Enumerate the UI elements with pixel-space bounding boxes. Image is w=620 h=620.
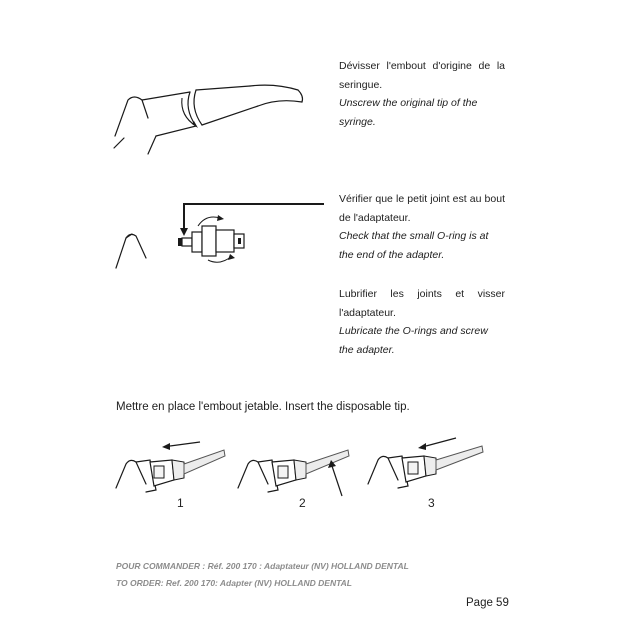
step-lubricate-en: Lubricate the O-rings and screw the adapter. <box>339 325 488 356</box>
step-lubricate-fr: Lubrifier les joints et visser l'adaptateur. <box>339 288 505 319</box>
order-reference-fr: POUR COMMANDER : Réf. 200 170 : Adaptateur (NV) HOLLAND DENTAL <box>116 561 409 571</box>
insert-tip-illustration-1 <box>112 440 227 495</box>
step-check-oring <box>339 190 505 264</box>
insert-step-number-2: 2 <box>299 496 306 510</box>
page-number: Page 59 <box>466 597 509 609</box>
step-lubricate <box>339 285 505 359</box>
order-reference-en: TO ORDER: Ref. 200 170: Adapter (NV) HOLLAND DENTAL <box>116 578 352 588</box>
insert-tip-illustration-3 <box>364 434 489 494</box>
insert-tip-illustration-2 <box>234 440 354 500</box>
step-unscrew <box>339 57 505 131</box>
unscrew-tip-illustration <box>110 78 315 158</box>
step-unscrew-en: Unscrew the original tip of the syringe. <box>339 97 478 128</box>
step-unscrew-fr: Dévisser l'embout d'origine de la seringue. <box>339 60 505 91</box>
step-check-oring-en: Check that the small O-ring is at the end of the adapter. <box>339 230 489 261</box>
insert-instruction: Mettre en place l'embout jetable. Insert the disposable tip. <box>116 401 410 413</box>
step-check-oring-fr: Vérifier que le petit joint est au bout de l'adaptateur. <box>339 193 505 224</box>
insert-step-number-1: 1 <box>177 496 184 510</box>
insert-step-number-3: 3 <box>428 496 435 510</box>
adapter-oring-illustration <box>112 196 327 278</box>
